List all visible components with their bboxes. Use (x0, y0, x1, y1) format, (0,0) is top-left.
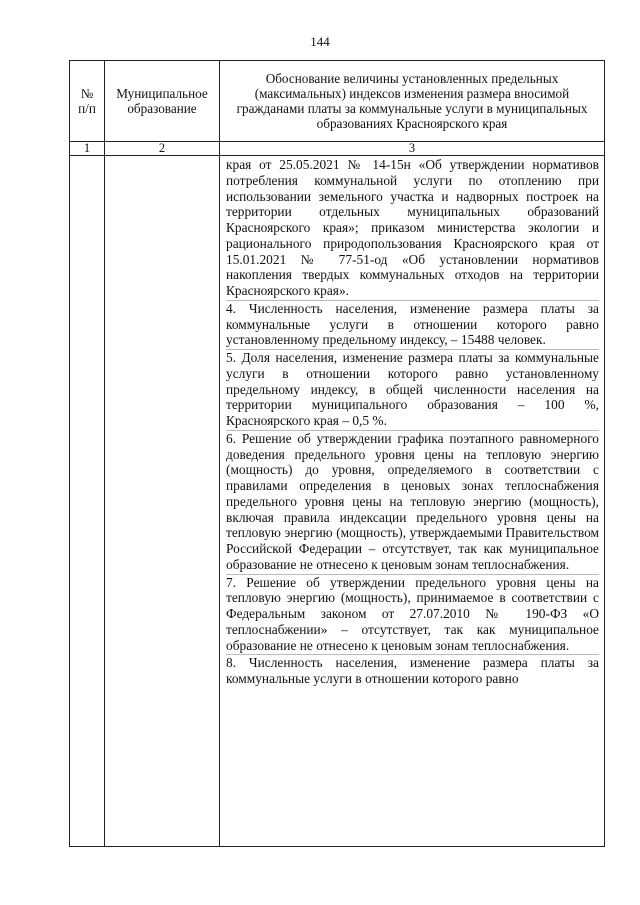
header-municipality (105, 61, 220, 142)
header-number (70, 61, 105, 142)
paragraph-6: 6. Решение об утверждении графика поэтапного равномерного доведения предельного уровня цены на тепловую энергию (мощность) до уровня, определяемого в соответствии с правилами определения в ценовых зонах теплоснабжения предельного уровня цены на тепловую энергию (мощность), включая правила индексации предельного уровня цены на тепловую энергию (мощность), утверждаемыми Правительством Российской Федерации – отсутствует, так как муниципальное образование не отнесено к ценовым зонам теплоснабжения. (226, 430, 599, 572)
paragraph-5: 5. Доля населения, изменение размера платы за коммунальные услуги в отношении которого равно установленному предельному индексу, в общей численности населения на территории муниципального образования – 100 %, Красноярского края – 0,5 %. (226, 350, 599, 428)
header-municipality-label: Муниципальное образование (116, 86, 208, 116)
row-municipality-cell (105, 156, 220, 847)
table-header-row (70, 61, 605, 142)
justification-text (220, 156, 604, 687)
header-number-label: № п/п (78, 86, 96, 116)
column-number-3: 3 (220, 142, 605, 156)
paragraph-4: 4. Численность населения, изменение размера платы за коммунальные услуги в отношении которого равно установленному предельному индексу, – 15488 человек. (226, 300, 599, 348)
table-row (70, 156, 605, 847)
column-number-1: 1 (70, 142, 105, 156)
row-number-cell (70, 156, 105, 847)
header-justification (220, 61, 605, 142)
header-justification-label: Обоснование величины установленных предельных (максимальных) индексов изменения размера вносимой гражданами платы за коммунальные услуги в муниципальных образованиях Красноярского края (236, 71, 588, 131)
paragraph-continuation: края от 25.05.2021 № 14-15н «Об утверждении нормативов потребления коммунальной услуги по отоплению при использовании земельного участка и надворных построек на территории отдельных муниципальных образований Красноярского края»; приказом министерства экологии и рационального природопользования Красноярского края от 15.01.2021 № 77-51-од «Об установлении нормативов накопления твердых коммунальных отходов на территории Красноярского края». (226, 157, 599, 298)
paragraph-8: 8. Численность населения, изменение размера платы за коммунальные услуги в отношении которого равно (226, 655, 599, 686)
column-number-row (70, 142, 605, 156)
column-number-2: 2 (105, 142, 220, 156)
justification-table (69, 60, 605, 847)
page-number: 144 (310, 34, 330, 49)
paragraph-7: 7. Решение об утверждении предельного уровня цены на тепловую энергию (мощность), принимаемое в соответствии с Федеральным законом от 27.07.2010 № 190-ФЗ «О теплоснабжении» – отсутствует, так как муниципальное образование не отнесено к ценовым зонам теплоснабжения. (226, 574, 599, 653)
row-justification-cell (220, 156, 605, 847)
